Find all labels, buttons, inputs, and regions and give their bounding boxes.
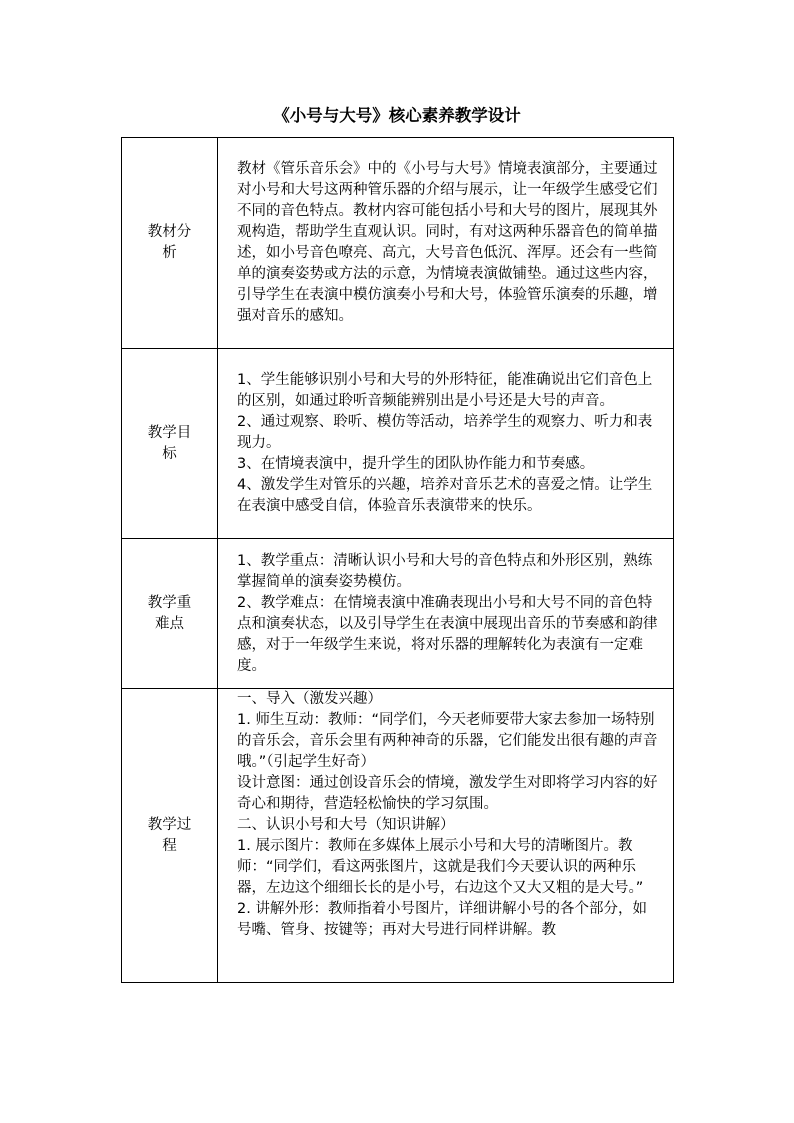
row-label-materials-analysis	[122, 138, 218, 349]
content-paragraph: 4、激发学生对管乐的兴趣，培养对音乐艺术的喜爱之情。让学生在表演中感受自信，体验音乐表演带来的快乐。	[237, 477, 653, 514]
row-content-teaching-goals	[218, 349, 674, 539]
table-row-teaching-goals	[122, 349, 674, 539]
content-paragraph: 1、学生能够识别小号和大号的外形特征，能准确说出它们音色上的区别，如通过聆听音频能辨别出是小号还是大号的声音。	[237, 372, 653, 409]
row-label-line: 难点	[155, 615, 184, 632]
table-row-teaching-process	[122, 689, 674, 983]
row-content-teaching-process	[218, 689, 674, 983]
content-paragraph: 1、教学重点：清晰认识小号和大号的音色特点和外形区别，熟练掌握简单的演奏姿势模仿。	[237, 552, 653, 590]
content-paragraph: 一、导入（激发兴趣）	[237, 691, 382, 707]
content-paragraph: 2、通过观察、聆听、模仿等活动，培养学生的观察力、听力和表现力。	[237, 414, 653, 451]
row-label-line: 教学过	[147, 816, 192, 833]
page-title: 《小号与大号》核心素养教学设计	[273, 106, 521, 125]
content-paragraph: 二、认识小号和大号（知识讲解）	[237, 817, 455, 833]
row-label-line: 标	[162, 445, 177, 462]
content-paragraph: 2. 讲解外形：教师指着小号图片，详细讲解小号的各个部分，如号嘴、管身、按键等；再对大号进行同样讲解。教	[237, 901, 647, 938]
row-label-key-points	[122, 539, 218, 689]
content-paragraph: 设计意图：通过创设音乐会的情境，激发学生对即将学习内容的好奇心和期待，营造轻松愉快的学习氛围。	[237, 775, 658, 812]
content-paragraph: 教材《管乐音乐会》中的《小号与大号》情境表演部分，主要通过对小号和大号这两种管乐器的介绍与展示，让一年级学生感受它们不同的音色特点。教材内容可能包括小号和大号的图片，展现其外观构造，帮助学生直观认识。同时，有对这两种乐器音色的简单描述，如小号音色嘹亮、高亢，大号音色低沉、浑厚。还会有一些简单的演奏姿势或方法的示意，为情境表演做铺垫。通过这些内容，引导学生在表演中模仿演奏小号和大号，体验管乐演奏的乐趣，增强对音乐的感知。	[237, 161, 658, 324]
table-row-key-points	[122, 539, 674, 689]
content-paragraph: 2、教学难点：在情境表演中准确表现出小号和大号不同的音色特点和演奏状态，以及引导学生在表演中展现出音乐的节奏感和韵律感，对于一年级学生来说，将对乐器的理解转化为表演有一定难度。	[237, 594, 658, 674]
row-label-teaching-goals	[122, 349, 218, 539]
table-row-materials-analysis	[122, 138, 674, 349]
row-content-key-points	[218, 539, 674, 689]
row-label-line: 教学重	[147, 594, 192, 611]
row-label-line: 教材分	[147, 224, 192, 240]
content-paragraph: 1. 展示图片：教师在多媒体上展示小号和大号的清晰图片。教师：“同学们，看这两张图片，这就是我们今天要认识的两种乐器，左边这个细细长长的是小号，右边这个又大又粗的是大号。”	[237, 838, 644, 896]
row-label-line: 程	[162, 837, 177, 854]
row-label-line: 教学目	[147, 424, 192, 441]
content-paragraph: 1. 师生互动：教师：“同学们，今天老师要带大家去参加一场特别的音乐会，音乐会里有两种神奇的乐器，它们能发出很有趣的声音哦。”（引起学生好奇）	[237, 712, 658, 770]
row-label-teaching-process	[122, 689, 218, 983]
lesson-plan-table	[121, 137, 674, 983]
row-label-line: 析	[162, 245, 177, 261]
row-content-materials-analysis	[218, 138, 674, 349]
content-paragraph: 3、在情境表演中，提升学生的团队协作能力和节奏感。	[237, 456, 595, 472]
